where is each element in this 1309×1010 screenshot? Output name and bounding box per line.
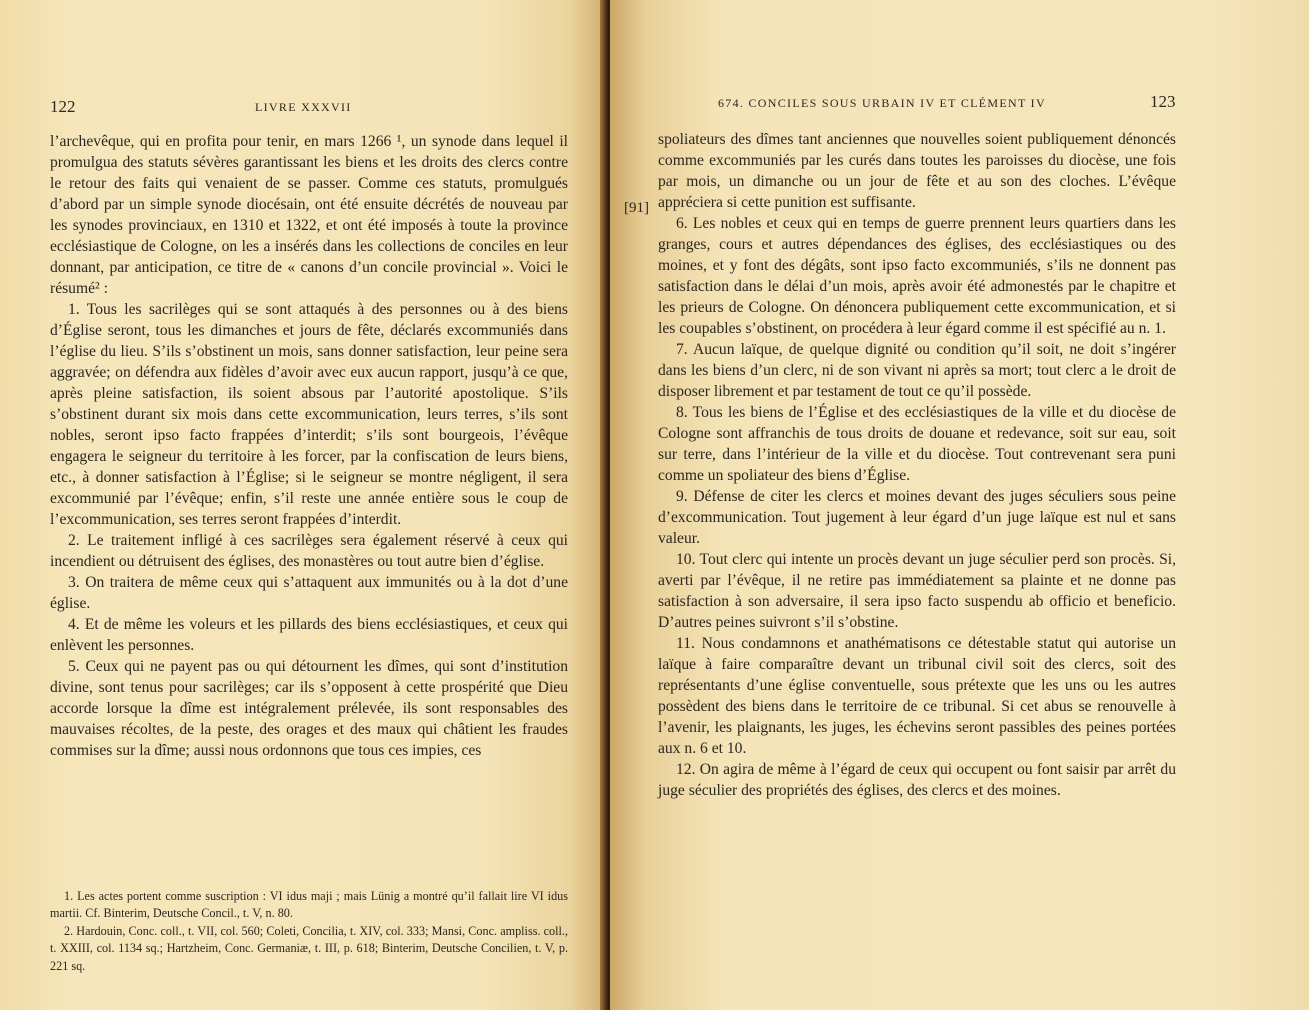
margin-reference: [91] — [624, 200, 649, 216]
paragraph: 12. On agira de même à l’égard de ceux qui occupent ou font saisir par arrêt du juge séculier des propriétés des églises, des clercs et des moines. — [658, 761, 1176, 799]
paragraph: 11. Nous condamnons et anathématisons ce détestable statut qui autorise un laïque à faire comparaître devant un tribunal civil soit des clercs, soit des représentants d’une église conventuelle, sous prétexte que les uns ou les autres possèdent des biens dans le territoire de ce tribunal. Si cet abus se renouvelle à l’avenir, les plaignants, les juges, les échevins seront passibles des peines portées aux n. 6 et 10. — [658, 635, 1176, 757]
left-page — [0, 0, 606, 1010]
paragraph: 9. Défense de citer les clercs et moines devant des juges séculiers sous peine d’excommunication. Tout jugement à leur égard d’un juge laïque est nul et sans valeur. — [658, 488, 1176, 547]
paragraph: 5. Ceux qui ne payent pas ou qui détournent les dîmes, qui sont d’institution divine, sont tenus pour sacrilèges; car ils s’opposent à cette prospérité que Dieu accorde lorsque la dîme est intégralement prélevée, ils sont responsables des mauvaises récoltes, de la peste, des orages et des maux qui châtient les fraudes commises sur la dîme; aussi nous ordonnons que tous ces impies, ces — [50, 658, 568, 759]
paragraph: 2. Le traitement infligé à ces sacrilèges sera également réservé à ceux qui incendient ou détruisent des églises, des monastères ou tout autre bien d’église. — [50, 532, 568, 570]
footnote: 1. Les actes portent comme suscription : VI idus maji ; mais Lünig a montré qu’il fallait lire VI idus martii. Cf. Binterim, Deutsche Concil., t. V, n. 80. — [50, 889, 568, 921]
right-page — [610, 0, 1309, 1010]
paragraph: 8. Tous les biens de l’Église et des ecclésiastiques de la ville et du diocèse de Cologne sont affranchis de tous droits de douane et redevance, soit sur eau, soit sur terre, dans l’intérieur de la ville et du diocèse. Tout contrevenant sera puni comme un spoliateur des biens d’Église. — [658, 404, 1176, 484]
running-head: 674. CONCILES SOUS URBAIN IV ET CLÉMENT IV — [718, 96, 1046, 110]
paragraph: 1. Tous les sacrilèges qui se sont attaqués à des personnes ou à des biens d’Église seront, tous les dimanches et jours de fête, déclarés excommuniés dans l’église du lieu. S’ils s’obstinent un mois, sans donner satisfaction, leur peine sera aggravée; on défendra aux fidèles d’avoir avec eux aucun rapport, jusqu’à ce que, après pleine satisfaction, ils soient absous par l’autorité apostolique. S’ils s’obstinent durant six mois dans cette excommunication, leurs terres, s’ils sont nobles, seront ipso facto frappées d’interdit; s’ils sont bourgeois, l’évêque engagera le seigneur du territoire à les forcer, par la confiscation de leurs biens, etc., à donner satisfaction à l’Église; si le seigneur se montre négligent, il sera excommunié par l’évêque; enfin, s’il reste une année entière sous le coup de l’excommunication, ses terres seront frappées d’interdit. — [50, 301, 568, 528]
paragraph: 7. Aucun laïque, de quelque dignité ou condition qu’il soit, ne doit s’ingérer dans les biens d’un clerc, ni de son vivant ni après sa mort; tout clerc a le droit de disposer librement et par testament de tout ce qu’il possède. — [658, 341, 1176, 400]
footnote: 2. Hardouin, Conc. coll., t. VII, col. 560; Coleti, Concilia, t. XIV, col. 333; Mansi, Conc. ampliss. coll., t. XXIII, col. 1134 sq.; Hartzheim, Conc. Germaniæ, t. III, p. 618; Binterim, Deutsche Concilien, t. V, p. 221 sq. — [50, 923, 568, 973]
paragraph: 4. Et de même les voleurs et les pillards des biens ecclésiastiques, et ceux qui enlèvent les personnes. — [50, 616, 568, 654]
paragraph: spoliateurs des dîmes tant anciennes que nouvelles soient publiquement dénoncés comme excommuniés par les curés dans toutes les paroisses du diocèse, une fois par mois, un dimanche ou un jour de fête et au son des cloches. L’évêque appréciera si cette punition est suffisante. — [658, 131, 1176, 211]
main-text — [658, 129, 1176, 801]
paragraph: 3. On traitera de même ceux qui s’attaquent aux immunités ou à la dot d’une église. — [50, 574, 568, 612]
main-text — [50, 131, 568, 761]
paragraph: l’archevêque, qui en profita pour tenir, en mars 1266 ¹, un synode dans lequel il promulgua des statuts sévères garantissant les biens et les droits des clercs contre le retour des faits qui venaient de se passer. Comme ces statuts, promulgués d’abord par un simple synode diocésain, ont été ensuite décrétés de nouveau par les synodes provinciaux, en 1310 et 1322, et ont été imposés à toute la province ecclésiastique de Cologne, on les a insérés dans les collections de conciles en leur donnant, par anticipation, ce titre de « canons d’un concile provincial ». Voici le résumé² : — [50, 133, 568, 297]
paragraph: 6. Les nobles et ceux qui en temps de guerre prennent leurs quartiers dans les granges, cours et autres dépendances des églises, des ecclésiastiques ou des moines, et y font des dégâts, sont ipso facto excommuniés, s’ils ne donnent pas satisfaction dans le délai d’un mois, après avoir été admonestés par le chapitre et les prieurs de Cologne. On dénoncera publiquement cette excommunication, et si les coupables s’obstinent, on procédera à leur égard comme il est spécifié au n. 1. — [658, 215, 1176, 337]
footnotes — [50, 888, 568, 975]
page-number: 122 — [50, 97, 76, 116]
running-head: LIVRE XXXVII — [255, 100, 352, 114]
page-number: 123 — [1150, 92, 1176, 111]
paragraph: 10. Tout clerc qui intente un procès devant un juge séculier perd son procès. Si, averti par l’évêque, il ne retire pas immédiatement sa plainte et ne donne pas satisfaction à son adversaire, il sera ipso facto suspendu ab officio et beneficio. D’autres peines suivront s’il s’obstine. — [658, 551, 1176, 631]
